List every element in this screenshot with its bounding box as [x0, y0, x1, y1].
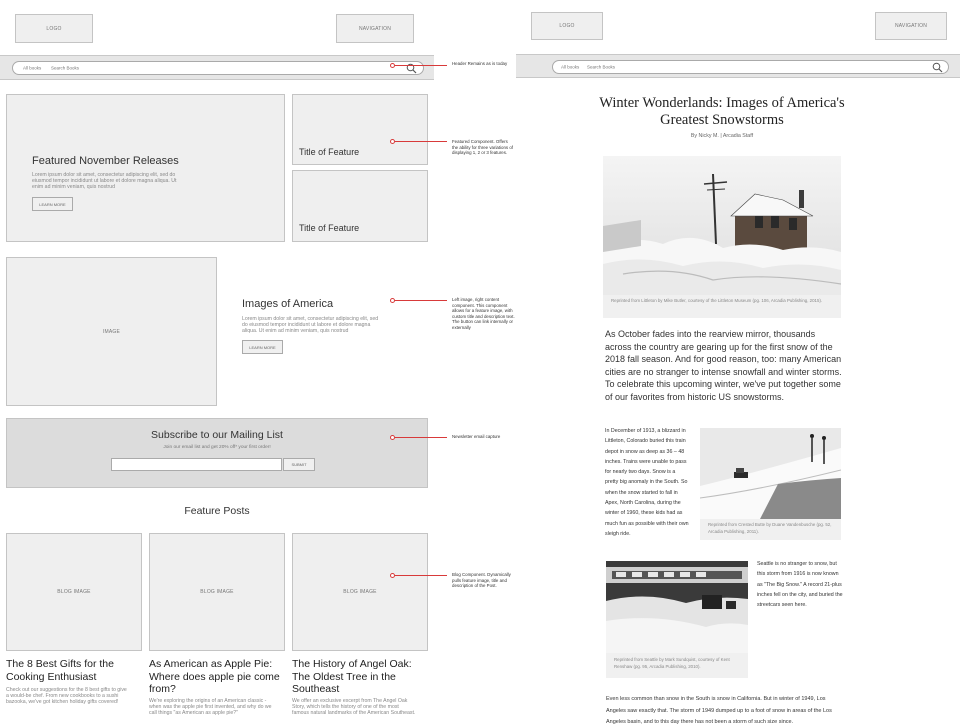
figure-3-caption: Reprinted from Seattle by Mark Sundquist, courtesy of Kent Renshaw (pg. 95, Arcadia Publishing, 2010). [614, 657, 730, 670]
annotation-line [395, 575, 447, 576]
side-feature-2-title: Title of Feature [299, 223, 360, 233]
featured-main-card [6, 94, 285, 242]
search-category[interactable]: All books [23, 65, 42, 71]
blog-image-label: BLOG IMAGE [200, 589, 234, 595]
annotation-left-image: Left image, right content component. This component allows for a feature image, with custom title and description text. The button can link internally or externally [452, 297, 515, 330]
annotation-line [395, 437, 447, 438]
logo-placeholder[interactable] [531, 12, 603, 40]
ski-slope-image [700, 428, 841, 519]
navigation-label: NAVIGATION [358, 25, 392, 32]
side-feature-1-title: Title of Feature [299, 147, 360, 157]
streetcars-image [606, 561, 748, 653]
images-of-america-image [6, 257, 217, 406]
blog-title-3[interactable]: The History of Angel Oak: The Oldest Tree in the Southeast [292, 658, 412, 695]
newsletter-title: Subscribe to our Mailing List [151, 429, 283, 441]
article-lead: As October fades into the rearview mirror, thousands across the country are gearing up for the first snow of the 2018 fall season. And for good reason, too: many American cities are no stranger to intense snowfall and winter storms. To celebrate this upcoming winter, we've put together some of our favorites from historic US snowstorms. [605, 329, 842, 402]
newsletter-subtitle: Join our email list and get 20% off* your first order! [163, 445, 271, 450]
blog-title-1[interactable]: The 8 Best Gifts for the Cooking Enthusiast [6, 658, 114, 683]
side-feature-1[interactable] [292, 94, 428, 165]
logo-label: LOGO [46, 25, 62, 32]
search-bar [516, 54, 960, 78]
newsletter-section [6, 418, 428, 488]
blog-image-2[interactable] [149, 533, 285, 651]
article-byline: By Nicky M. | Arcadia Staff [690, 133, 754, 139]
search-bar [0, 55, 434, 80]
feature-posts-heading: Feature Posts [184, 505, 250, 517]
newsletter-submit-button[interactable]: SUBMIT [283, 458, 315, 471]
figure-2 [700, 428, 841, 540]
blog-image-label: BLOG IMAGE [343, 589, 377, 595]
newsletter-email-input[interactable] [111, 458, 282, 471]
annotation-line [395, 300, 447, 301]
navigation-placeholder[interactable] [336, 14, 414, 43]
side-feature-2[interactable] [292, 170, 428, 242]
search-placeholder: Search Books [587, 64, 616, 70]
annotation-blog: Blog Component. Dynamically pulls feature image, title and description of the Post. [452, 572, 511, 589]
blog-image-1[interactable] [6, 533, 142, 651]
figure-1 [603, 156, 841, 318]
annotation-line [395, 141, 447, 142]
streetcars-photo [606, 561, 748, 653]
blog-title-2[interactable]: As American as Apple Pie: Where does apple pie come from? [149, 658, 280, 695]
annotation-line [395, 65, 447, 66]
images-of-america-title: Images of America [242, 298, 334, 310]
search-category[interactable]: All books [561, 64, 580, 70]
images-learn-more-button[interactable]: LEARN MORE [242, 340, 283, 354]
logo-label: LOGO [559, 23, 575, 29]
article-paragraph-1: In December of 1913, a blizzard in Littleton, Colorado buried this train depot in snow as deep as 36 – 48 inches. Trains were unable to pass for nearly two days. Snow is a pretty big anomaly in the South. So when the snow started to fall in Apex, North Carolina, during the winter of 1960, these kids had as much fun as possible with their own sleigh ride. [605, 428, 689, 537]
navigation-label: NAVIGATION [894, 23, 928, 29]
blog-excerpt-3: We offer an exclusive excerpt from The Angel Oak Story, which tells the history of one of the most famous natural landmarks of the American Southeast. [292, 698, 416, 717]
featured-body: Lorem ipsum dolor sit amet, consectetur adipiscing elit, sed do eiusmod tempor incididunt ut labore et dolore magna aliqua. Ut enim ad minim veniam, quis nostrud [32, 172, 177, 191]
ski-slope-photo [700, 428, 841, 519]
search-input[interactable] [12, 61, 424, 75]
blog-excerpt-2: We're exploring the origins of an American classic - when was the apple pie first invented, and why do we call things "as American as apple pie?" [149, 698, 272, 717]
figure-3 [606, 561, 748, 678]
images-of-america-body: Lorem ipsum dolor sit amet, consectetur adipiscing elit, sed do eiusmod tempor incididunt ut labore et dolore magna aliqua. Ut enim ad minim veniam, quis nostrud [242, 316, 379, 335]
image-placeholder-label: IMAGE [102, 328, 121, 335]
article-paragraph-2: Seattle is no stranger to snow, but this storm from 1916 is now known as "The Big Snow." A record 21-plus inches fell on the city, and buried the streetcars seen here. [757, 561, 843, 609]
figure-2-caption: Reprinted from Crested Butte by Duane Vandenbusche (pg. 52, Arcadia Publishing, 2011). [708, 522, 832, 535]
navigation-placeholder[interactable] [875, 12, 947, 40]
article-title: Winter Wonderlands: Images of America's Greatest Snowstorms [599, 95, 845, 128]
logo-placeholder[interactable] [15, 14, 93, 43]
search-input[interactable] [552, 60, 949, 74]
annotation-header: Header Remains as is today [452, 61, 508, 66]
snow-depot-image [603, 156, 841, 295]
article-paragraph-3: Even less common than snow in the South is snow in California. But in winter of 1949, Los Angeles saw exactly that. The storm of 1949 dumped up to a foot of snow in areas of the Los Angeles basin, and to this day there has not been a storm of such size since. [606, 696, 832, 726]
annotation-newsletter: Newsletter email capture [452, 434, 501, 439]
annotation-featured: Featured Component. Offers the ability for three variations of displaying 1, 2 or 3 features. [452, 139, 514, 156]
blog-image-3[interactable] [292, 533, 428, 651]
figure-1-caption: Reprinted from Littleton by Mike Butler, courtesy of the Littleton Museum (pg. 106, Arcadia Publishing, 2015). [611, 298, 823, 303]
blog-image-label: BLOG IMAGE [57, 589, 91, 595]
snow-depot-photo [603, 156, 841, 295]
search-placeholder: Search Books [51, 65, 80, 71]
blog-excerpt-1: Check out our suggestions for the 8 best gifts to give a would-be chef. From new cookbooks to a sushi bazooka, we've got kitchen holiday gifts covered! [6, 687, 127, 706]
search-icon[interactable] [932, 62, 943, 73]
featured-title: Featured November Releases [32, 155, 179, 167]
learn-more-button[interactable]: LEARN MORE [32, 197, 73, 211]
